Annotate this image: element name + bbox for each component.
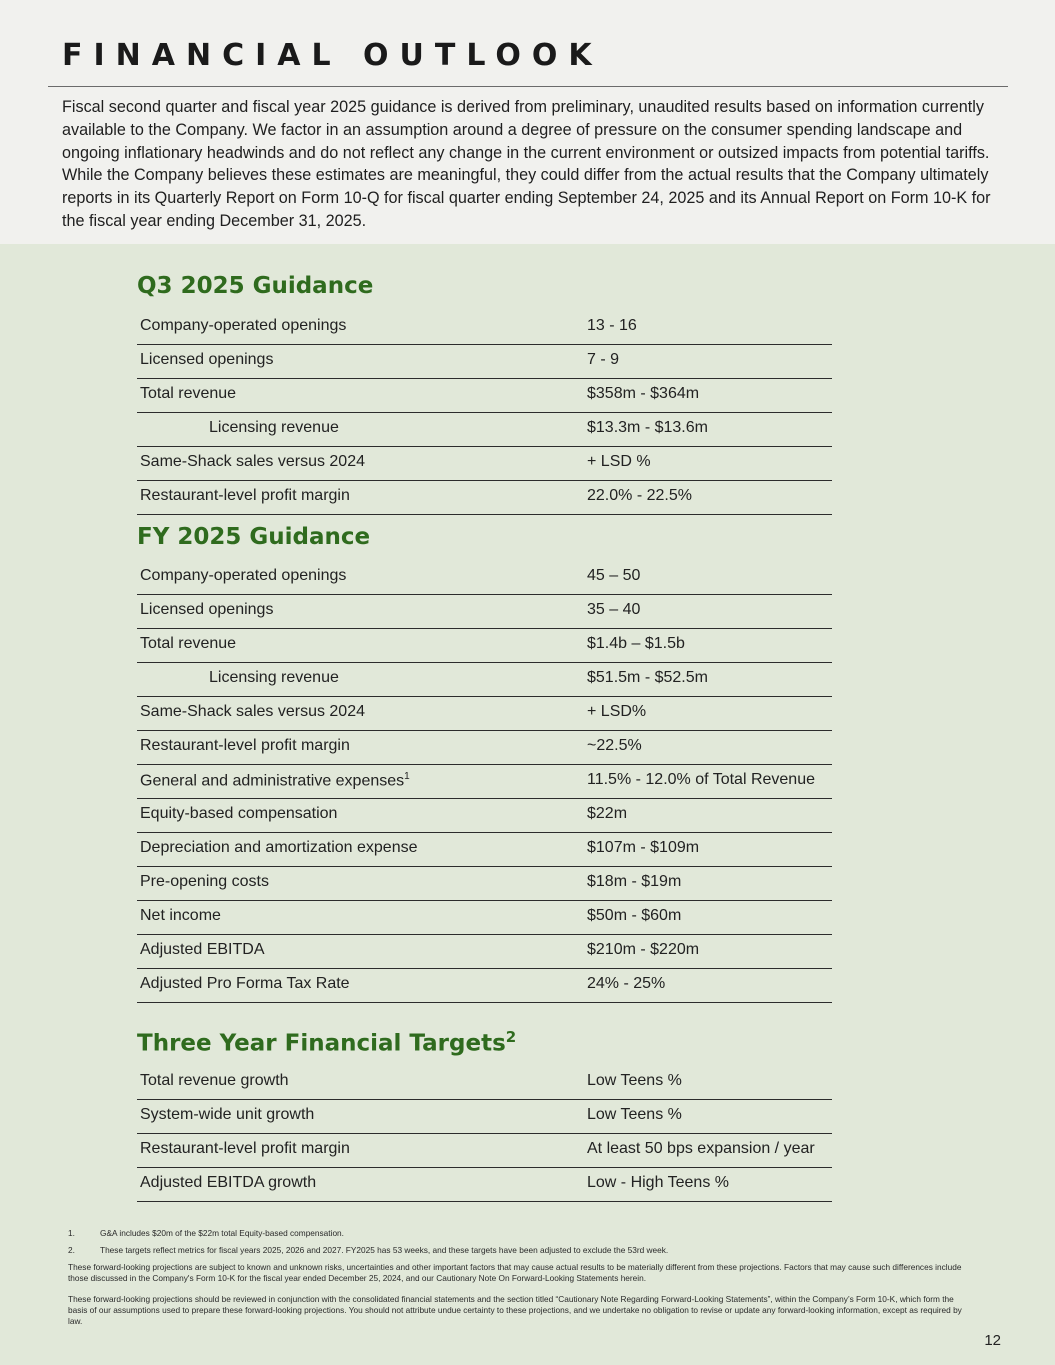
row-label-text: General and administrative expenses bbox=[140, 772, 405, 790]
row-value: At least 50 bps expansion / year bbox=[587, 1140, 815, 1157]
row-value: $50m - $60m bbox=[587, 907, 682, 924]
row-label bbox=[140, 839, 418, 857]
table-row bbox=[137, 1100, 832, 1134]
row-label bbox=[140, 601, 273, 619]
row-label bbox=[140, 1174, 316, 1192]
row-value: 22.0% - 22.5% bbox=[587, 487, 692, 504]
footnotes bbox=[68, 1228, 968, 1337]
table-row bbox=[137, 697, 832, 731]
row-value: $107m - $109m bbox=[587, 839, 700, 856]
row-label-text: Company-operated openings bbox=[140, 317, 347, 334]
table-row bbox=[137, 765, 832, 799]
title-divider bbox=[48, 86, 1008, 87]
row-label-text: Adjusted EBITDA bbox=[140, 941, 265, 958]
row-label-text: Same-Shack sales versus 2024 bbox=[140, 453, 365, 470]
table-row bbox=[137, 901, 832, 935]
row-label-text: Licensing revenue bbox=[209, 419, 339, 436]
footnote-1-number: 1. bbox=[68, 1228, 75, 1238]
table-row bbox=[137, 969, 832, 1003]
table-row bbox=[137, 1168, 832, 1202]
row-label-text: Total revenue growth bbox=[140, 1072, 289, 1089]
q3-guidance-table bbox=[137, 311, 832, 515]
page-number: 12 bbox=[984, 1332, 1001, 1349]
row-label bbox=[140, 351, 273, 369]
row-label bbox=[140, 1072, 289, 1090]
row-value: $51.5m - $52.5m bbox=[587, 669, 708, 686]
row-label-text: Licensed openings bbox=[140, 351, 274, 368]
page-title: FINANCIAL OUTLOOK bbox=[62, 38, 603, 73]
row-label-text: Restaurant-level profit margin bbox=[140, 737, 350, 754]
row-value: 45 – 50 bbox=[587, 567, 641, 584]
table-row bbox=[137, 481, 832, 515]
intro-paragraph: Fiscal second quarter and fiscal year 2025 guidance is derived from preliminary, unaudited results based on information currently available to the Company. We factor in an assumption around a degree of pressure on the consumer spending landscape and ongoing inflationary headwinds and do not reflect any change in the current environment or outsized impacts from potential tariffs. While the Company believes these estimates are meaningful, they could differ from the actual results that the Company ultimately reports in its Quarterly Report on Form 10-Q for fiscal quarter ending September 24, 2025 and its Annual Report on Form 10-K for the fiscal year ending December 31, 2025. bbox=[62, 98, 991, 230]
row-label bbox=[140, 1106, 314, 1124]
row-label bbox=[140, 703, 365, 721]
row-label bbox=[140, 975, 350, 993]
table-row bbox=[137, 731, 832, 765]
row-label-text: Restaurant-level profit margin bbox=[140, 487, 350, 504]
table-row bbox=[137, 595, 832, 629]
table-row bbox=[137, 379, 832, 413]
table-row bbox=[137, 1066, 832, 1100]
row-label bbox=[140, 737, 350, 755]
footnote-2 bbox=[68, 1245, 968, 1256]
row-value: 24% - 25% bbox=[587, 975, 666, 992]
table-row bbox=[137, 799, 832, 833]
row-label bbox=[140, 771, 410, 790]
row-value: $22m bbox=[587, 805, 628, 822]
row-label bbox=[209, 669, 339, 687]
row-value: + LSD % bbox=[587, 453, 651, 470]
fy-guidance-heading: FY 2025 Guidance bbox=[137, 524, 371, 550]
row-label-text: Licensing revenue bbox=[209, 669, 339, 686]
table-row bbox=[137, 629, 832, 663]
three-year-targets-table bbox=[137, 1066, 832, 1202]
footnote-2-number: 2. bbox=[68, 1245, 75, 1255]
row-label bbox=[140, 385, 236, 403]
row-value: + LSD% bbox=[587, 703, 647, 720]
table-row bbox=[137, 867, 832, 901]
row-value: $18m - $19m bbox=[587, 873, 682, 890]
row-value: Low Teens % bbox=[587, 1072, 682, 1089]
row-label bbox=[140, 317, 346, 335]
footnote-2-text: These targets reflect metrics for fiscal years 2025, 2026 and 2027. FY2025 has 53 weeks, and these targets have been adjusted to exclude the 53rd week. bbox=[100, 1245, 669, 1255]
row-label bbox=[140, 453, 365, 471]
table-row bbox=[137, 1134, 832, 1168]
row-label-text: Net income bbox=[140, 907, 221, 924]
row-footnote-ref: 1 bbox=[404, 771, 410, 782]
row-label bbox=[140, 873, 269, 891]
row-label-text: System-wide unit growth bbox=[140, 1106, 315, 1123]
row-value: Low - High Teens % bbox=[587, 1174, 729, 1191]
table-row bbox=[137, 311, 832, 345]
row-label-text: Company-operated openings bbox=[140, 567, 347, 584]
disclaimer-review: These forward-looking projections should be reviewed in conjunction with the consolidated financial statements and the section titled “Cautionary Note Regarding Forward-Looking Statements”, within the Company’s Form 10-K, which form the basis of our assumptions used to prepare these forward-looking projections. You should not attribute undue certainty to these projections, and we undertake no obligation to revise or update any forward-looking information, except as required by law. bbox=[68, 1294, 962, 1326]
row-value: 35 – 40 bbox=[587, 601, 641, 618]
fy-guidance-table bbox=[137, 561, 832, 1003]
table-row bbox=[137, 413, 832, 447]
row-label bbox=[140, 1140, 350, 1158]
row-value: 11.5% - 12.0% of Total Revenue bbox=[587, 771, 815, 788]
row-label bbox=[140, 805, 337, 823]
row-label-text: Adjusted EBITDA growth bbox=[140, 1174, 317, 1191]
three-year-targets-footnote-ref: 2 bbox=[505, 1028, 517, 1046]
table-row bbox=[137, 935, 832, 969]
row-value: Low Teens % bbox=[587, 1106, 682, 1123]
row-value: $210m - $220m bbox=[587, 941, 700, 958]
row-label-text: Same-Shack sales versus 2024 bbox=[140, 703, 365, 720]
footnote-1-text: G&A includes $20m of the $22m total Equity-based compensation. bbox=[100, 1228, 344, 1238]
table-row bbox=[137, 663, 832, 697]
row-label-text: Equity-based compensation bbox=[140, 805, 338, 822]
row-label-text: Total revenue bbox=[140, 635, 237, 652]
row-value: $358m - $364m bbox=[587, 385, 700, 402]
table-row bbox=[137, 561, 832, 595]
q3-guidance-heading: Q3 2025 Guidance bbox=[137, 273, 374, 299]
row-label-text: Adjusted Pro Forma Tax Rate bbox=[140, 975, 350, 992]
footnote-1 bbox=[68, 1228, 968, 1239]
row-value: 13 - 16 bbox=[587, 317, 637, 334]
row-label bbox=[209, 419, 339, 437]
row-label-text: Licensed openings bbox=[140, 601, 274, 618]
row-label bbox=[140, 567, 346, 585]
row-label bbox=[140, 487, 350, 505]
three-year-targets-heading bbox=[137, 1028, 516, 1057]
row-label-text: Restaurant-level profit margin bbox=[140, 1140, 350, 1157]
table-row bbox=[137, 833, 832, 867]
row-value: ~22.5% bbox=[587, 737, 642, 754]
row-label-text: Depreciation and amortization expense bbox=[140, 839, 418, 856]
three-year-targets-heading-text: Three Year Financial Targets bbox=[137, 1030, 506, 1057]
row-label-text: Total revenue bbox=[140, 385, 237, 402]
row-label bbox=[140, 907, 221, 925]
table-row bbox=[137, 345, 832, 379]
row-label-text: Pre-opening costs bbox=[140, 873, 269, 890]
disclaimer-risks: These forward-looking projections are subject to known and unknown risks, uncertainties and other important factors that may cause actual results to be materially different from these projections. Factors that may cause such differences include those discussed in the Company's Form 10-K for the fiscal year ended December 25, 2024, and our Cautionary Note On Forward-Looking Statements herein. bbox=[68, 1262, 962, 1283]
table-row bbox=[137, 447, 832, 481]
row-label bbox=[140, 635, 236, 653]
row-value: $1.4b – $1.5b bbox=[587, 635, 685, 652]
row-value: 7 - 9 bbox=[587, 351, 620, 368]
row-label bbox=[140, 941, 265, 959]
row-value: $13.3m - $13.6m bbox=[587, 419, 708, 436]
